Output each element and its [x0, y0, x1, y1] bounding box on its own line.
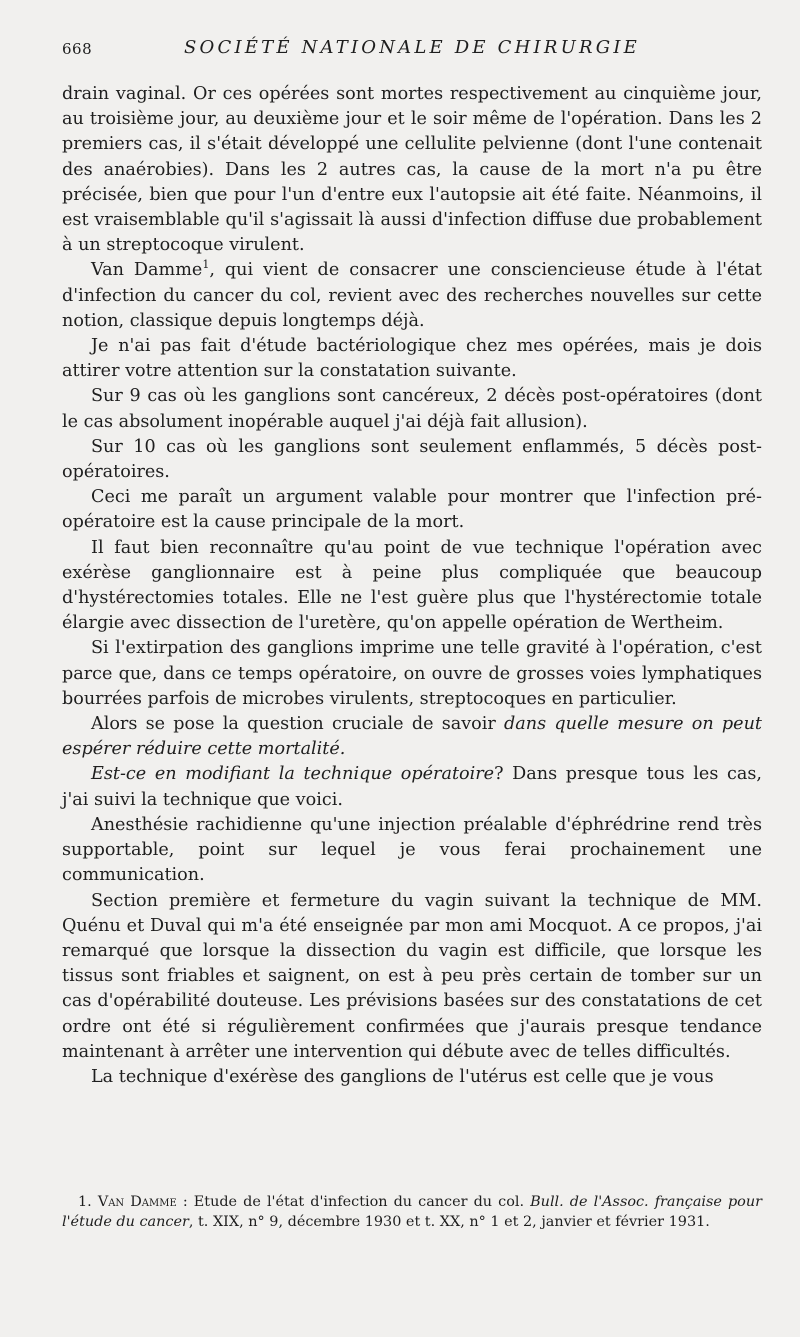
- running-title: SOCIÉTÉ NATIONALE DE CHIRURGIE: [184, 37, 640, 58]
- paragraph: Sur 10 cas où les ganglions sont seulement enflammés, 5 décès post-opératoires.: [62, 436, 762, 483]
- footnote-number: 1.: [78, 1194, 92, 1210]
- footnote-title: : Etude de l'état d'infection du cancer du col.: [176, 1194, 531, 1210]
- paragraph-text: Alors se pose la question cruciale de savoir: [91, 714, 505, 735]
- paragraph: Il faut bien reconnaître qu'au point de vue technique l'opération avec exérèse ganglionnaire est à peine plus compliquée que beaucoup d'hystérectomies totales. Elle ne l'est guère plus que l'hystérectomie totale élargie avec dissection de l'uretère, qu'on appelle opération de Wertheim.: [62, 537, 762, 634]
- paragraph: Si l'extirpation des ganglions imprime une telle gravité à l'opération, c'est parce que, dans ce temps opératoire, on ouvre de grosses voies lymphatiques bourrées parfois de microbes virulents, streptocoques en particulier.: [62, 638, 762, 709]
- author-name: Van Damme: [91, 260, 203, 281]
- footnote-journal: Bull. de l'Assoc. française pour l'étude du cancer: [62, 1194, 762, 1230]
- paragraph-question: [62, 712, 762, 762]
- body-text: [62, 82, 762, 1090]
- paragraph-text: ? Dans presque tous les cas, j'ai suivi la technique que voici.: [62, 764, 762, 810]
- paragraph-last: La technique d'exérèse des ganglions de l'utérus est celle que je vous: [91, 1066, 714, 1087]
- italic-phrase: dans quelle mesure on peut espérer réduire cette mortalité.: [62, 714, 762, 760]
- footnote-text: [62, 1193, 762, 1232]
- paragraph: Ceci me paraît un argument valable pour montrer que l'infection pré-opératoire est la cause principale de la mort.: [62, 487, 762, 533]
- paragraph: Anesthésie rachidienne qu'une injection préalable d'éphrédrine rend très supportable, point sur lequel je vous ferai prochainement une communication.: [62, 814, 762, 886]
- footnote-author: Van Damme: [97, 1194, 177, 1210]
- footnote-details: , t. XIX, n° 9, décembre 1930 et t. XX, n° 1 et 2, janvier et février 1931.: [188, 1213, 710, 1230]
- paragraph-van-damme: [62, 258, 762, 334]
- paragraph: Sur 9 cas où les ganglions sont cancéreux, 2 décès post-opératoires (dont le cas absolument inopérable auquel j'ai déjà fait allusion).: [62, 386, 762, 432]
- paragraph-continuation: drain vaginal. Or ces opérées sont mortes respectivement au cinquième jour, au troisième jour, au deuxième jour et le soir même de l'opération. Dans les 2 premiers cas, il s'était développé une cellulite pelvienne (dont l'une contenait des anaérobies). Dans les 2 autres cas, la cause de la mort n'a pu être précisée, bien que pour l'un d'entre eux l'autopsie ait été faite. Néanmoins, il est vraisemblable qu'il s'agissait là aussi d'infection diffuse due probablement à un streptocoque virulent.: [62, 84, 762, 256]
- page-number: 668: [62, 40, 93, 58]
- footnote: [62, 1193, 762, 1232]
- footnote-reference: 1: [202, 258, 210, 272]
- italic-phrase: Est-ce en modifiant la technique opératoire: [91, 764, 495, 785]
- page-header: [62, 37, 762, 65]
- paragraph-text: , qui vient de consacrer une consciencieuse étude à l'état d'infection du cancer du col, revient avec des recherches nouvelles sur cette notion, classique depuis longtemps déjà.: [62, 260, 762, 331]
- paragraph: Section première et fermeture du vagin suivant la technique de MM. Quénu et Duval qui m'a été enseignée par mon ami Mocquot. A ce propos, j'ai remarqué que lorsque la dissection du vagin est difficile, que lorsque les tissus sont friables et saignent, on est à peu près certain de tomber sur un cas d'opérabilité douteuse. Les prévisions basées sur des constatations de cet ordre ont été si régulièrement confirmées que j'aurais presque tendance maintenant à arrêter une intervention qui débute avec de telles difficultés.: [62, 890, 762, 1062]
- paragraph: Je n'ai pas fait d'étude bactériologique chez mes opérées, mais je dois attirer votre attention sur la constatation suivante.: [62, 336, 762, 382]
- paragraph-technique: [62, 762, 762, 812]
